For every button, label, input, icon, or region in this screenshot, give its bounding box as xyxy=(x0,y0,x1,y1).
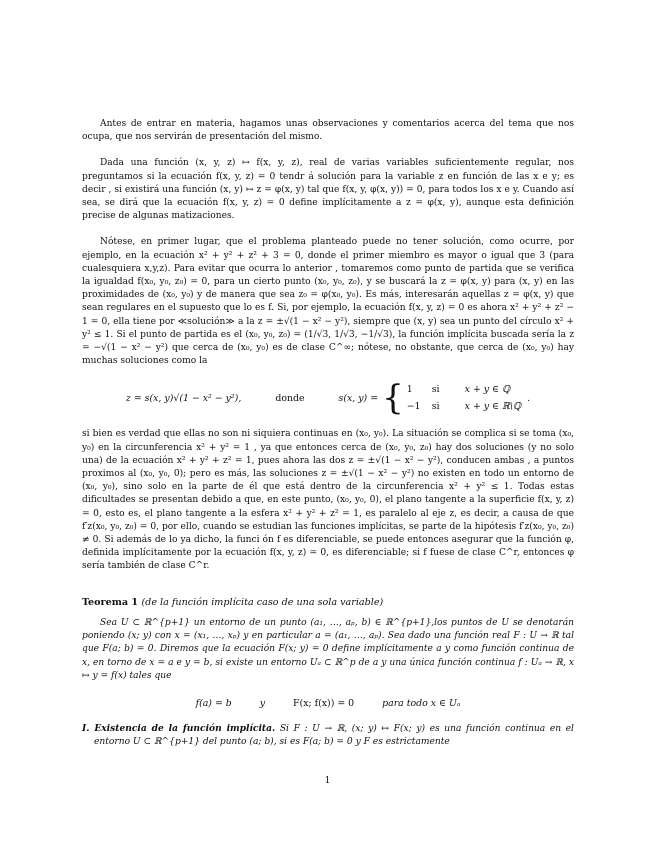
theorem-item-1 xyxy=(82,722,574,749)
theorem-title: Teorema 1 xyxy=(82,596,139,608)
item-label: I. Existencia de la función implícita. xyxy=(82,723,276,735)
definition-paragraph: Dada una función (x, y, z) ↦ f(x, y, z), real de varias variables suficientemente regular, nos preguntamos si la ecuación f(x, y, z) = 0 tendr á solución para la variable z en función de las x e y; es decir , si existirá una función (x, y) ↦ z = φ(x, y) tal que f(x, y, φ(x, y)) = 0, para todos los x e y. Cuando así sea, se dirá que la ecuación f(x, y, z) = 0 define implícitamente a z = φ(x, y), aunque esta definición precise de algunas matizaciones. xyxy=(82,158,574,222)
equation-end: . xyxy=(527,392,531,404)
case1-value: 1 xyxy=(406,384,413,396)
theorem-subtitle: (de la función implícita caso de una sola variable) xyxy=(141,596,384,608)
theorem-eq-mid: F(x; f(x)) = 0 xyxy=(293,697,355,709)
left-brace-icon: { xyxy=(382,378,404,419)
theorem-heading xyxy=(82,596,574,609)
equation-donde: donde xyxy=(275,392,305,404)
complication-paragraph: si bien es verdad que ellas no son ni siquiera continuas en (x₀, y₀). La situación se complica si se toma (x₀, y₀) en la circunferencia x² + y² = 1 , ya que entonces cerca de (x₀, y₀, z₀) hay dos soluciones (y no solo una) de la ecuación x² + y² + z² = 1, pues ahora las dos z = ±√(1 − x² − y²), conducen ambas , a puntos proximos al (x₀, y₀, 0); pero es más, las soluciones z = ±√(1 − x² − y²) no existen en todo un entorno de (x₀, y₀), sino solo en la parte de él que está dentro de la circunferencia x² + y² ≤ 1. Todas estas dificultades se presentan debido a que, en este punto, (x₀, y₀, 0), el plano tangente a la superficie f(x, y, z) = 0, esto es, el plano tangente a la esfera x² + y² + z² = 1, es paralelo al eje z, es decir, a causa de que f′z(x₀, y₀, z₀) = 0, por ello, cuando se estudian las funciones implícitas, se parte de la hipótesis f′z(x₀, y₀, z₀) ≠ 0. Si además de lo ya dicho, la funci ón f es diferenciable, se puede entonces asegurar que la función φ, definida implícitamente por la ecuación f(x, y, z) = 0, es diferenciable; si f fuese de clase C^r, entonces φ sería también de clase C^r. xyxy=(82,429,574,572)
equation-s-def: s(x, y) = xyxy=(338,392,379,404)
case2-condition: x + y ∈ ℝ\ℚ xyxy=(464,401,522,413)
page-number: 1 xyxy=(324,776,331,786)
document-body xyxy=(82,118,574,750)
case1-condition: x + y ∈ ℚ xyxy=(464,384,511,396)
case2-value: −1 xyxy=(406,401,421,413)
equation-cases xyxy=(407,383,521,413)
equation-lhs: z = s(x, y)√(1 − x² − y²), xyxy=(125,392,242,404)
case1-si: si xyxy=(431,384,440,396)
example-paragraph: Nótese, en primer lugar, que el problema planteado puede no tener solución, como ocurre, por ejemplo, en la ecuación x² + y² + z² + 3 = 0, donde el primer miembro es mayor o igual que 3 (para cualesquiera x,y,z). Para evitar que ocurra lo anterior , tomaremos como punto de partida que se verifica la igualdad f(x₀, y₀, z₀) = 0, para un cierto punto (x₀, y₀, z₀), y se buscará la z = φ(x, y) para (x, y) en las proximidades de (x₀, y₀) y de manera que sea z₀ = φ(x₀, y₀). Es más, interesarán aquellas z = φ(x, y) que sean regulares en el supuesto que lo es f. Si, por ejemplo, la ecuación f(x, y, z) = 0 es ahora x² + y² + z² − 1 = 0, ella tiene por ≪solución≫ a la z = ±√(1 − x² − y²), siempre que (x, y) sea un punto del círculo x² + y² ≤ 1. Si el punto de partida es el (x₀, y₀, z₀) = (1/√3, 1/√3, −1/√3), la función implícita buscada sería la z = −√(1 − x² − y²) que cerca de (x₀, y₀) es de clase C^∞; nótese, no obstante, que cerca de (x₀, y₀) hay muchas soluciones como la xyxy=(82,237,574,367)
theorem-body: Sea U ⊂ ℝ^{p+1} un entorno de un punto (a₁, …, aₚ, b) ∈ ℝ^{p+1},los puntos de U se denotarán poniendo (x; y) con x = (x₁, …, xₚ) y en particular a = (a₁, …, aₚ). Sea dado una función real F : U → ℝ tal que F(a; b) = 0. Diremos que la ecuación F(x; y) = 0 define implícitamente a y como función continua de x, en torno de x = a e y = b, si existe un entorno Uₐ ⊂ ℝ^p de a y una única función continua f : Uₐ → ℝ, x ↦ y = f(x) tales que xyxy=(82,617,574,681)
theorem-equation xyxy=(82,697,574,710)
theorem-eq-y: y xyxy=(259,697,266,709)
theorem-eq-left: f(a) = b xyxy=(195,697,232,709)
display-equation xyxy=(82,374,574,422)
item-text: Si F : U → ℝ, (x; y) ↦ F(x; y) es una función continua en el entorno U ⊂ ℝ^{p+1} del punto (a; b), si es F(a; b) = 0 y F es estrictamente xyxy=(94,724,574,748)
theorem-eq-right: para todo x ∈ Uₐ xyxy=(382,697,461,709)
intro-paragraph: Antes de entrar en materia, hagamos unas observaciones y comentarios acerca del tema que nos ocupa, que nos servirán de presentación del mismo. xyxy=(82,119,574,143)
case2-si: si xyxy=(431,401,440,413)
